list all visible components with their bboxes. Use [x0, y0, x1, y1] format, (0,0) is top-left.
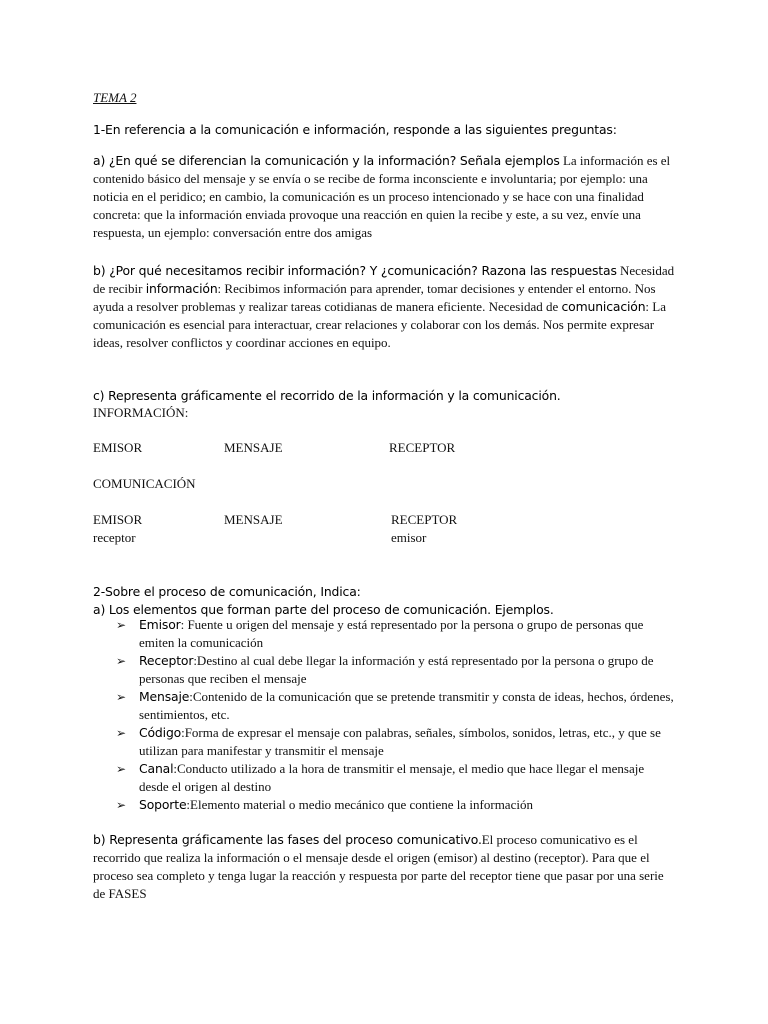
part-b2-answer: El proceso comunicativo es el recorrido que realiza la información o el mensaje desde el origen (emisor) al destino (receptor). Para que el proceso sea completo y tenga lugar la reacción y respuesta por parte del receptor tiene que pasar por una serie de FASES — [93, 832, 664, 901]
info-diagram-label: INFORMACIÓN: — [93, 405, 189, 420]
elements-list — [116, 616, 676, 814]
arrow-bullet-icon: ➢ — [116, 654, 127, 668]
info-receptor: RECEPTOR — [389, 440, 456, 455]
com-diagram-label: COMUNICACIÓN — [93, 476, 196, 491]
question-2-subheading: a) Los elementos que forman parte del proceso de comunicación. Ejemplos. — [93, 602, 554, 617]
part-a-answer: La información es el contenido básico del mensaje y se envía o se recibe de forma inconsciente e involuntaria; por ejemplo: una noticia en el peridico; en cambio, la comunicación es un proceso intencionado y se hace con una finalidad concreta: que la información enviada provoque una reacción en quien la recibe y este, a su vez, envíe una respuesta, un ejemplo: conversación entre dos amigas — [93, 153, 671, 240]
arrow-bullet-icon: ➢ — [116, 762, 127, 776]
info-mensaje: MENSAJE — [224, 440, 283, 455]
list-item — [116, 724, 676, 760]
document-title: TEMA 2 — [93, 90, 137, 105]
list-item — [116, 796, 676, 814]
part-b2-question: b) Representa gráficamente las fases del proceso comunicativo. — [93, 832, 482, 847]
element-definition: :Elemento material o medio mecánico que contiene la información — [186, 797, 533, 812]
arrow-bullet-icon: ➢ — [116, 690, 127, 704]
com-emisor: EMISOR — [93, 512, 143, 527]
element-term: Código — [139, 725, 182, 740]
element-term: Mensaje — [139, 689, 190, 704]
com-emisor-sub: emisor — [391, 530, 427, 545]
element-definition: :Conducto utilizado a la hora de transmitir el mensaje, el medio que hace llegar el mensaje desde el origen al destino — [139, 761, 645, 794]
question-1-heading: 1-En referencia a la comunicación e información, responde a las siguientes preguntas: — [93, 122, 617, 137]
part-a-paragraph — [93, 152, 678, 242]
part-b-text-1: Necesidad de recibir — [93, 263, 675, 296]
list-item — [116, 688, 676, 724]
element-term: Canal — [139, 761, 174, 776]
element-definition: : Fuente u origen del mensaje y está representado por la persona o grupo de personas que emiten la comunicación — [139, 617, 644, 650]
part-a-question: a) ¿En qué se diferencian la comunicación y la información? Señala ejemplos — [93, 153, 560, 168]
com-receptor: RECEPTOR — [391, 512, 458, 527]
part-b2-paragraph — [93, 831, 678, 903]
list-item — [116, 652, 676, 688]
list-item — [116, 760, 676, 796]
question-2-section — [93, 583, 678, 619]
list-item — [116, 616, 676, 652]
part-b-text-3: Necesidad de — [488, 299, 559, 314]
element-term: Receptor — [139, 653, 194, 668]
element-definition: :Destino al cual debe llegar la información y está representado por la persona o grupo de personas que reciben el mensaje — [139, 653, 654, 686]
part-b-question: b) ¿Por qué necesitamos recibir información? Y ¿comunicación? Razona las respuestas — [93, 263, 617, 278]
element-definition: :Forma de expresar el mensaje con palabras, señales, símbolos, sonidos, letras, etc., y que se utilizan para manifestar y transmitir el mensaje — [139, 725, 661, 758]
arrow-bullet-icon: ➢ — [116, 798, 127, 812]
part-b-term-informacion: información — [145, 281, 218, 296]
part-b-paragraph — [93, 262, 678, 352]
element-term: Soporte — [139, 797, 187, 812]
com-mensaje: MENSAJE — [224, 512, 283, 527]
arrow-bullet-icon: ➢ — [116, 618, 127, 632]
element-term: Emisor — [139, 617, 181, 632]
element-definition: :Contenido de la comunicación que se pretende transmitir y consta de ideas, hechos, órdenes, sentimientos, etc. — [139, 689, 674, 722]
info-emisor: EMISOR — [93, 440, 143, 455]
part-b-text-2: : Recibimos información para aprender, tomar decisiones y entender el entorno. Nos ayuda a resolver problemas y realizar tareas cotidianas de manera eficiente. — [93, 281, 656, 314]
com-receptor-sub: receptor — [93, 530, 136, 545]
part-b-term-comunicacion: comunicación — [561, 299, 646, 314]
part-b-text-4: : La comunicación es esencial para interactuar, crear relaciones y colaborar con los demás. Nos permite expresar ideas, resolver conflictos y coordinar acciones en equipo. — [93, 299, 666, 350]
arrow-bullet-icon: ➢ — [116, 726, 127, 740]
part-c-question: c) Representa gráficamente el recorrido de la información y la comunicación. — [93, 388, 561, 403]
question-2-heading: 2-Sobre el proceso de comunicación, Indica: — [93, 584, 361, 599]
